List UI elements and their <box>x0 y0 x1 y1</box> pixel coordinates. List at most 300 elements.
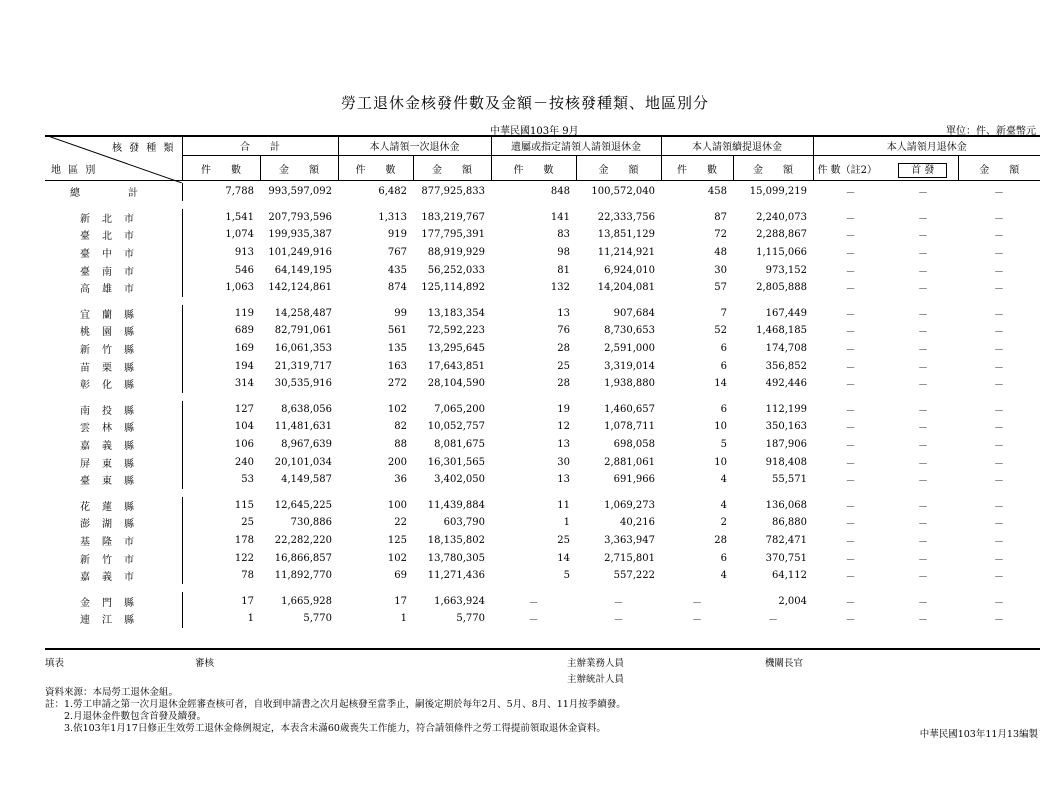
table-cell: 18,135,802 <box>427 534 485 546</box>
table-cell: － <box>692 615 702 627</box>
table-cell: － <box>845 266 856 278</box>
table-cell: 3,402,050 <box>434 474 485 486</box>
note-line: 資料來源：本局勞工退休金組。 <box>45 687 179 698</box>
table-cell: 36 <box>394 474 407 486</box>
table-cell: 913 <box>182 244 260 262</box>
gap-cell <box>45 297 1040 305</box>
table-cell: 25 <box>557 534 570 546</box>
note-line: 註：1.勞工申請之第一次月退休金經審查核可者，自收到申請書之次月起核發至當季止，嗣後定期於每年2月、5月、8月、11月按季續發。 <box>45 699 626 710</box>
table-cell: 356,852 <box>765 360 807 372</box>
table-cell: － <box>994 423 1004 435</box>
table-cell: 141 <box>550 211 570 223</box>
region-label: 宜蘭縣 <box>80 309 146 321</box>
table-cell: 12,645,225 <box>274 499 332 511</box>
table-cell: － <box>845 231 856 243</box>
table-row <box>45 514 1040 532</box>
table-cell: 21,319,717 <box>274 360 332 372</box>
table-cell: － <box>994 536 1004 548</box>
table-cell: 174,708 <box>765 343 807 355</box>
table-cell: 691,966 <box>613 474 655 486</box>
group-survivor: 遺屬或指定請領人請領退休金 <box>491 135 661 156</box>
table-cell: 135 <box>387 343 407 355</box>
region-label: 基隆市 <box>80 536 146 548</box>
table-cell: 199,935,387 <box>268 229 332 241</box>
table-cell: 10 <box>714 456 727 468</box>
region-label: 南投縣 <box>80 405 146 417</box>
table-cell: 1,074 <box>182 226 260 244</box>
table-row <box>45 453 1040 471</box>
table-cell: － <box>994 554 1004 566</box>
table-cell: 907,684 <box>613 307 655 319</box>
table-cell: 13,780,305 <box>427 552 485 564</box>
table-cell: － <box>845 536 856 548</box>
region-label: 新竹市 <box>80 554 146 566</box>
table-cell: 1 <box>182 610 260 628</box>
region-label: 臺中市 <box>80 249 146 261</box>
col-amount: 金 額 <box>733 156 813 181</box>
table-cell: 1,468,185 <box>756 325 807 337</box>
table-cell: 4 <box>720 570 727 582</box>
table-cell: 81 <box>557 264 570 276</box>
footer-review: 審核 <box>195 658 215 669</box>
table-cell: － <box>994 405 1004 417</box>
table-cell: 2,240,073 <box>756 211 807 223</box>
table-cell: 177,795,391 <box>421 229 485 241</box>
table-row <box>45 497 1040 515</box>
table-cell: － <box>918 266 928 278</box>
table-cell: 13,183,354 <box>427 307 485 319</box>
table-cell: 200 <box>387 456 407 468</box>
table-cell: 874 <box>387 282 407 294</box>
table-cell: 557,222 <box>613 570 655 582</box>
table-cell: － <box>845 501 856 513</box>
table-cell: 1,665,928 <box>281 595 332 607</box>
table-cell: 4 <box>720 474 727 486</box>
table-cell: 194 <box>182 357 260 375</box>
col-count-note: 件 數（註2） <box>813 156 888 181</box>
table-cell: － <box>918 458 928 470</box>
table-cell: － <box>845 423 856 435</box>
table-cell: 28 <box>557 378 570 390</box>
table-cell: － <box>994 362 1004 374</box>
table-cell: 82 <box>394 421 407 433</box>
table-row <box>45 244 1040 262</box>
table-cell: 53 <box>182 471 260 489</box>
table-cell: 240 <box>182 453 260 471</box>
col-amount: 金 額 <box>260 156 338 181</box>
table-header <box>45 135 1040 181</box>
table-cell: 8,081,675 <box>434 439 485 451</box>
table-cell: 1 <box>400 613 407 625</box>
col-count: 件 數 <box>182 156 260 181</box>
table-cell: 6 <box>720 403 727 415</box>
region-label: 花蓮縣 <box>80 501 146 513</box>
table-cell: － <box>918 188 928 200</box>
table-row <box>45 592 1040 610</box>
table-cell: － <box>918 284 928 296</box>
table-cell: － <box>918 345 928 357</box>
region-label: 屏東縣 <box>80 458 146 470</box>
table-cell: 11,271,436 <box>427 570 485 582</box>
table-cell: 163 <box>387 360 407 372</box>
table-cell: 2,288,867 <box>756 229 807 241</box>
table-cell: 28,104,590 <box>427 378 485 390</box>
table-cell: － <box>994 441 1004 453</box>
table-cell: 546 <box>182 261 260 279</box>
table-cell: － <box>994 266 1004 278</box>
group-total: 合 計 <box>182 135 338 156</box>
table-cell: 7,065,200 <box>434 403 485 415</box>
table-cell: 28 <box>557 343 570 355</box>
table-row <box>45 418 1040 436</box>
table-cell: 169 <box>182 340 260 358</box>
table-cell: 86,880 <box>772 517 807 529</box>
region-label: 臺東縣 <box>80 476 146 488</box>
table-cell: 102 <box>387 403 407 415</box>
col-amount: 金 額 <box>413 156 491 181</box>
table-cell: 55,571 <box>772 474 807 486</box>
table-cell: － <box>918 405 928 417</box>
report-period: 中華民國103年 9月 <box>490 126 579 137</box>
table-cell: － <box>845 476 856 488</box>
table-cell: － <box>613 615 624 627</box>
table-cell: － <box>994 284 1004 296</box>
table-cell: － <box>918 231 928 243</box>
table-cell: 730,886 <box>290 517 332 529</box>
table-cell: － <box>528 615 539 627</box>
table-cell: 187,906 <box>765 439 807 451</box>
table-cell: 72 <box>714 229 727 241</box>
table-cell: 1,663,924 <box>434 595 485 607</box>
table-cell: 6,482 <box>378 186 407 198</box>
table-cell: － <box>994 572 1004 584</box>
region-label: 澎湖縣 <box>80 519 146 531</box>
table-cell: 88,919,929 <box>427 247 485 259</box>
table-cell: 22,333,756 <box>597 211 655 223</box>
table-cell: 25 <box>182 514 260 532</box>
table-cell: 14 <box>557 552 570 564</box>
bottom-rule <box>45 648 1040 650</box>
table-cell: 5,770 <box>456 613 485 625</box>
compiled-date: 中華民國103年11月13編製 <box>919 729 1038 740</box>
region-label: 苗栗縣 <box>80 362 146 374</box>
page-title: 勞工退休金核發件數及金額－按核發種類、地區別分 <box>340 94 709 112</box>
gap-cell <box>45 201 1040 209</box>
table-cell: － <box>845 362 856 374</box>
table-cell: － <box>994 345 1004 357</box>
table-cell: － <box>994 249 1004 261</box>
table-cell: 10 <box>714 421 727 433</box>
group-continued: 本人請領續提退休金 <box>661 135 813 156</box>
table-cell: － <box>994 615 1004 627</box>
region-label: 高雄市 <box>80 284 146 296</box>
footer-fill: 填表 <box>45 658 65 669</box>
row-gap <box>45 393 1040 401</box>
table-cell: － <box>994 231 1004 243</box>
table-cell: 115 <box>182 497 260 515</box>
table-cell: 5 <box>720 439 727 451</box>
table-cell: 88 <box>394 439 407 451</box>
table-row <box>45 340 1040 358</box>
table-cell: － <box>845 345 856 357</box>
table-cell: － <box>994 476 1004 488</box>
table-cell: 492,446 <box>765 378 807 390</box>
gap-cell <box>45 393 1040 401</box>
table-cell: 4,149,587 <box>281 474 332 486</box>
table-cell: 5,770 <box>303 613 332 625</box>
table-cell: 6 <box>720 552 727 564</box>
table-row <box>45 567 1040 585</box>
table-row <box>45 401 1040 419</box>
table-cell: 2 <box>720 517 727 529</box>
table-cell: 13 <box>557 439 570 451</box>
table-cell: 1,313 <box>378 211 407 223</box>
table-cell: 919 <box>387 229 407 241</box>
region-label: 金門縣 <box>80 597 146 609</box>
region-label: 彰化縣 <box>80 380 146 392</box>
table-cell: － <box>845 327 856 339</box>
col-amount: 金 額 <box>576 156 661 181</box>
table-cell: － <box>845 249 856 261</box>
region-label: 雲林縣 <box>80 423 146 435</box>
table-row <box>45 357 1040 375</box>
table-cell: － <box>918 327 928 339</box>
table-cell: 30 <box>714 264 727 276</box>
footer-officer: 主辦業務人員 <box>567 658 625 669</box>
table-row <box>45 375 1040 393</box>
table-cell: 603,790 <box>443 517 485 529</box>
table-cell: － <box>845 572 856 584</box>
table-cell: － <box>845 213 856 225</box>
table-cell: － <box>918 501 928 513</box>
table-cell: 122 <box>182 549 260 567</box>
footer-stats-officer: 主辦統計人員 <box>567 674 625 685</box>
table-cell: 7,788 <box>182 183 260 201</box>
row-gap <box>45 584 1040 592</box>
table-cell: 4 <box>720 499 727 511</box>
table-cell: － <box>845 188 856 200</box>
table-cell: 78 <box>182 567 260 585</box>
table-row <box>45 471 1040 489</box>
footer-head: 機關長官 <box>765 658 804 669</box>
table-cell: 1,069,273 <box>604 499 655 511</box>
table-cell: 8,730,653 <box>604 325 655 337</box>
table-cell: － <box>918 572 928 584</box>
table-cell: 20,101,034 <box>274 456 332 468</box>
table-cell: 40,216 <box>620 517 655 529</box>
row-gap <box>45 201 1040 209</box>
table-cell: 767 <box>387 247 407 259</box>
table-cell: 82,791,061 <box>274 325 332 337</box>
table-cell: 98 <box>557 247 570 259</box>
table-cell: － <box>994 380 1004 392</box>
table-cell: 1,115,066 <box>756 247 807 259</box>
region-label: 嘉義市 <box>80 572 146 584</box>
notes <box>45 687 626 735</box>
table-cell: 435 <box>387 264 407 276</box>
table-cell: 19 <box>557 403 570 415</box>
table-cell: － <box>918 423 928 435</box>
table-cell: － <box>918 615 928 627</box>
region-label: 總計 <box>70 188 186 200</box>
table-cell: 848 <box>550 186 570 198</box>
unit-label: 單位：件、新臺幣元 <box>946 126 1036 137</box>
table-row <box>45 322 1040 340</box>
table-cell: 14,258,487 <box>274 307 332 319</box>
table-cell: 3,319,014 <box>604 360 655 372</box>
table-cell: 1,078,711 <box>604 421 655 433</box>
group-lump-sum: 本人請領一次退休金 <box>338 135 491 156</box>
table-cell: 69 <box>394 570 407 582</box>
table-cell: － <box>994 519 1004 531</box>
table-cell: － <box>994 309 1004 321</box>
table-cell: 72,592,223 <box>427 325 485 337</box>
table-cell: － <box>994 458 1004 470</box>
col-count: 件 數 <box>338 156 413 181</box>
table-cell: － <box>918 476 928 488</box>
table-cell: 100,572,040 <box>591 186 655 198</box>
table-cell: － <box>994 501 1004 513</box>
row-gap <box>45 297 1040 305</box>
table-cell: 8,638,056 <box>281 403 332 415</box>
table-cell: － <box>918 249 928 261</box>
table-cell: 10,052,757 <box>427 421 485 433</box>
region-label: 嘉義縣 <box>80 441 146 453</box>
note-line: 2.月退休金件數包含首發及續發。 <box>45 711 207 722</box>
table-cell: 22 <box>394 517 407 529</box>
table-row <box>45 549 1040 567</box>
table-row <box>45 436 1040 454</box>
table-cell: 272 <box>387 378 407 390</box>
table-cell: － <box>768 615 778 627</box>
table-cell: 125,114,892 <box>421 282 485 294</box>
table-cell: － <box>845 309 856 321</box>
table-cell: 28 <box>714 534 727 546</box>
table-cell: 14 <box>714 378 727 390</box>
table-cell: 2,881,061 <box>604 456 655 468</box>
table-cell: 13,851,129 <box>597 229 655 241</box>
table-cell: － <box>845 441 856 453</box>
table-cell: － <box>845 284 856 296</box>
table-cell: 1,938,880 <box>604 378 655 390</box>
table-cell: 48 <box>714 247 727 259</box>
table-cell: 167,449 <box>765 307 807 319</box>
table-cell: 83 <box>557 229 570 241</box>
table-cell: 132 <box>550 282 570 294</box>
col-count: 件 數 <box>491 156 576 181</box>
table-cell: 458 <box>707 186 727 198</box>
gap-cell <box>45 489 1040 497</box>
table-cell: 57 <box>714 282 727 294</box>
table-row <box>45 209 1040 227</box>
table-cell: 993,597,092 <box>268 186 332 198</box>
table-cell: 56,252,033 <box>427 264 485 276</box>
table-cell: 17 <box>182 592 260 610</box>
table-cell: 370,751 <box>765 552 807 564</box>
table-cell: － <box>994 597 1004 609</box>
table-row <box>45 532 1040 550</box>
table-cell: 1,541 <box>182 209 260 227</box>
table-row <box>45 183 1040 201</box>
table-cell: － <box>613 597 624 609</box>
table-cell: 7 <box>720 307 727 319</box>
table-cell: 11 <box>557 499 570 511</box>
table-cell: 106 <box>182 436 260 454</box>
table-cell: 6 <box>720 360 727 372</box>
region-label: 新竹縣 <box>80 345 146 357</box>
row-gap <box>45 489 1040 497</box>
col-count: 件 數 <box>661 156 733 181</box>
table-row <box>45 279 1040 297</box>
table-cell: 782,471 <box>765 534 807 546</box>
table-cell: 104 <box>182 418 260 436</box>
col-amount: 金 額 <box>958 156 1040 181</box>
table-cell: 13 <box>557 307 570 319</box>
table-cell: 16,301,565 <box>427 456 485 468</box>
table-cell: 25 <box>557 360 570 372</box>
table-cell: － <box>845 380 856 392</box>
table-cell: － <box>918 536 928 548</box>
region-label: 新北市 <box>80 213 146 225</box>
note-line: 3.依103年1月17日修正生效勞工退休金條例規定，本表含未滿60歲喪失工作能力，符合請領條件之勞工得提前領取退休金資料。 <box>45 723 606 734</box>
table-cell: 12 <box>557 421 570 433</box>
table-cell: 918,408 <box>765 456 807 468</box>
table-cell: 561 <box>387 325 407 337</box>
table-cell: 2,805,888 <box>756 282 807 294</box>
table-cell: 64,112 <box>772 570 807 582</box>
table-cell: 178 <box>182 532 260 550</box>
table-cell: － <box>845 405 856 417</box>
table-cell: 689 <box>182 322 260 340</box>
table-cell: 2,591,000 <box>604 343 655 355</box>
table-cell: 52 <box>714 325 727 337</box>
table-cell: 183,219,767 <box>421 211 485 223</box>
table-cell: 127 <box>182 401 260 419</box>
table-cell: 30,535,916 <box>274 378 332 390</box>
table-cell: 11,439,884 <box>427 499 485 511</box>
table-cell: 1,460,657 <box>604 403 655 415</box>
table-cell: － <box>845 615 856 627</box>
table-cell: 207,793,596 <box>268 211 332 223</box>
table-cell: 1 <box>563 517 570 529</box>
table-cell: 6 <box>720 343 727 355</box>
table-cell: － <box>918 213 928 225</box>
group-monthly: 本人請領月退休金 <box>813 135 1040 156</box>
table-cell: 76 <box>557 325 570 337</box>
table-cell: － <box>994 327 1004 339</box>
table-cell: － <box>918 309 928 321</box>
table-cell: － <box>845 519 856 531</box>
table-cell: 64,149,195 <box>274 264 332 276</box>
table-cell: 13 <box>557 474 570 486</box>
corner-bottom-label: 地 區 別 <box>51 165 98 176</box>
table-row <box>45 610 1040 628</box>
table-cell: 14,204,081 <box>597 282 655 294</box>
table-cell: 350,163 <box>765 421 807 433</box>
table-row <box>45 305 1040 323</box>
region-label: 桃園縣 <box>80 327 146 339</box>
table-cell: 11,892,770 <box>274 570 332 582</box>
data-table <box>45 183 1040 628</box>
table-cell: － <box>845 597 856 609</box>
table-cell: － <box>994 188 1004 200</box>
table-cell: 11,214,921 <box>597 247 655 259</box>
table-cell: 3,363,947 <box>604 534 655 546</box>
table-cell: － <box>918 380 928 392</box>
table-cell: － <box>918 597 928 609</box>
region-label: 連江縣 <box>80 615 146 627</box>
table-row <box>45 261 1040 279</box>
